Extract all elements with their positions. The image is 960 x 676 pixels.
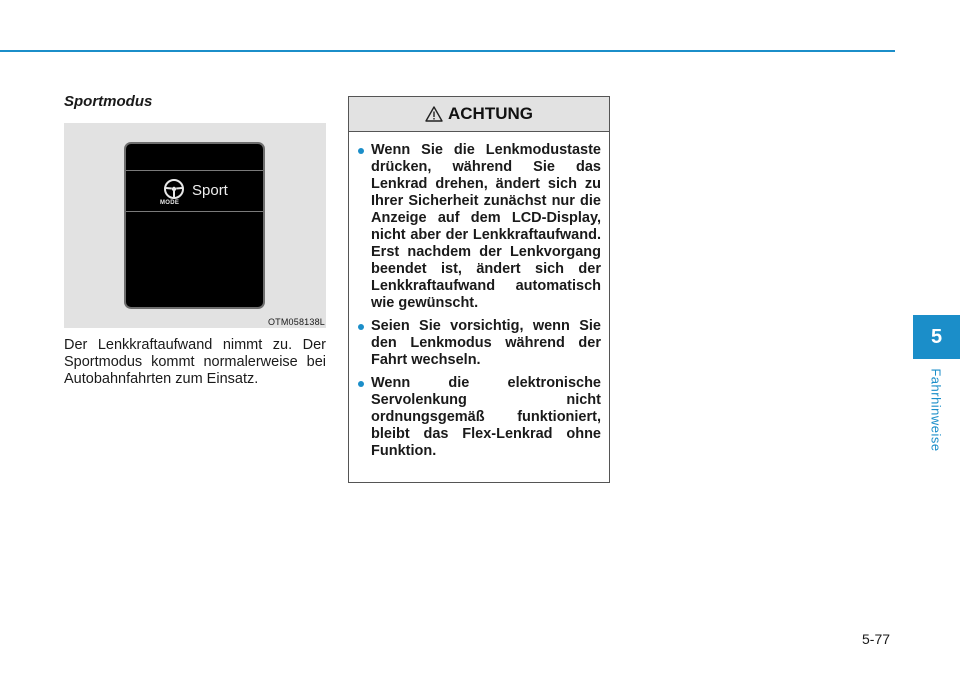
bullet-icon bbox=[358, 381, 364, 387]
caution-title: ACHTUNG bbox=[448, 104, 533, 123]
header-rule bbox=[0, 50, 895, 52]
chapter-number: 5 bbox=[930, 325, 943, 348]
lcd-sport-text: Sport bbox=[192, 182, 228, 199]
caution-item bbox=[357, 142, 601, 312]
section-title: Sportmodus bbox=[64, 93, 153, 110]
caution-item bbox=[357, 318, 601, 369]
steering-wheel-icon bbox=[163, 178, 185, 200]
page-number: 5-77 bbox=[862, 631, 891, 647]
caution-item-text: Seien Sie vorsichtig, wenn Sie den Lenkmodus während der Fahrt wechseln. bbox=[371, 318, 601, 368]
chapter-tab bbox=[913, 315, 960, 359]
bullet-icon bbox=[358, 324, 364, 330]
chapter-label: Fahrhinweise bbox=[928, 368, 944, 452]
figure-lcd-display bbox=[64, 123, 326, 328]
figure-code: OTM058138L bbox=[267, 317, 325, 327]
caution-header bbox=[349, 97, 609, 132]
caution-item bbox=[357, 375, 601, 460]
caution-item-text: Wenn die elektronische Servolenkung nicht ordnungsgemäß funktioniert, bleibt das Flex-Lenkrad ohne Funktion. bbox=[371, 375, 601, 459]
caution-box bbox=[348, 96, 610, 483]
caution-list bbox=[349, 132, 609, 460]
lcd-screen bbox=[124, 142, 265, 309]
lcd-divider-bottom bbox=[126, 211, 263, 212]
section-body-text: Der Lenkkraftaufwand nimmt zu. Der Sportmodus kommt normalerweise bei Autobahnfahrten zum Einsatz. bbox=[64, 337, 326, 387]
warning-triangle-icon bbox=[425, 106, 443, 122]
bullet-icon bbox=[358, 148, 364, 154]
lcd-mode-label: MODE bbox=[160, 200, 180, 206]
lcd-divider-top bbox=[126, 170, 263, 171]
caution-item-text: Wenn Sie die Lenkmodustaste drücken, während Sie das Lenkrad drehen, ändert sich zu Ihrer Sicherheit zunächst nur die Anzeige auf dem LCD-Display, nicht aber der Lenkkraftaufwand. Erst nachdem der Lenkvorgang beendet ist, ändert sich der Lenkkraftaufwand automatisch wie gewünscht. bbox=[371, 142, 601, 311]
